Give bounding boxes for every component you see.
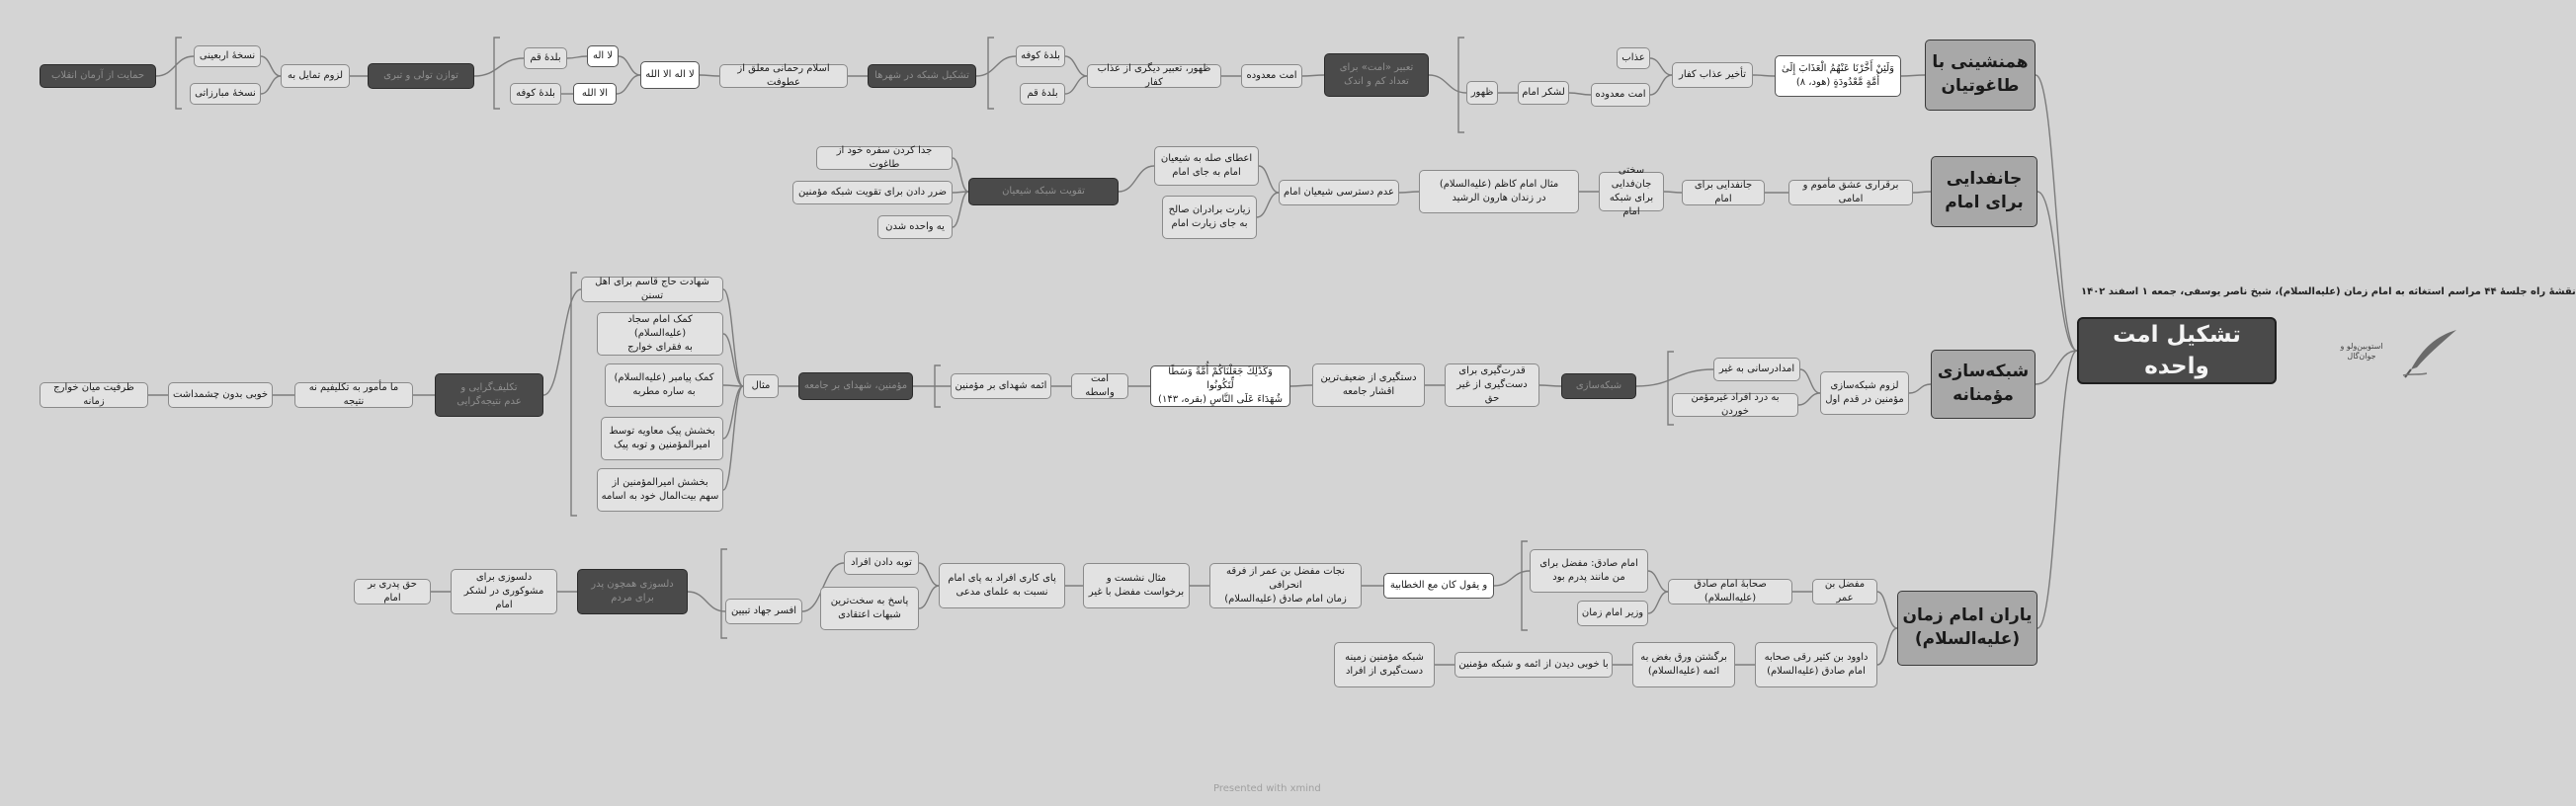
- mindmap-node-b1e[interactable]: لشکر امام: [1518, 81, 1569, 105]
- mindmap-node-b4l[interactable]: دلسوزی همچون پدر برای مردم: [577, 569, 688, 614]
- connector-b1n-b1p: [617, 75, 640, 94]
- footer-credit: Presented with xmind: [1213, 783, 1321, 794]
- bracket-0: [1458, 38, 1464, 132]
- connector-b1u-b1w: [156, 56, 194, 76]
- connector-b3a-b3b: [1800, 369, 1820, 393]
- mindmap-node-b1u[interactable]: نسخهٔ اربعینی: [194, 45, 261, 67]
- connector-b1g-b1h: [1302, 75, 1324, 76]
- mindmap-node-b3q[interactable]: تکلیف‌گرایی و عدم نتیجه‌گرایی: [435, 373, 543, 417]
- mindmap-node-b3f[interactable]: دستگیری از ضعیف‌ترین اقشار جامعه: [1312, 363, 1425, 407]
- central-topic[interactable]: تشکیل امت واحده: [2077, 317, 2277, 384]
- mindmap-node-b2c[interactable]: سختی جان‌فدایی برای شبکه امام: [1599, 172, 1664, 211]
- connector-b3a-b3c: [1798, 393, 1820, 405]
- connector-b3-b3a: [1909, 384, 1931, 393]
- connector-b3l-b3q: [543, 289, 581, 395]
- connector-b1q-b1s: [474, 58, 524, 76]
- mindmap-node-b1k[interactable]: بلدهٔ قم: [1020, 83, 1065, 105]
- mindmap-node-b1h[interactable]: امت معدوده: [1241, 64, 1302, 88]
- feather-logo-icon: [2397, 326, 2460, 381]
- mindmap-node-b1q[interactable]: بلدهٔ قم: [524, 47, 567, 69]
- mindmap-node-b1r[interactable]: بلدهٔ کوفه: [510, 83, 561, 105]
- mindmap-node-b1s[interactable]: توازن تولی و تبری: [368, 63, 474, 89]
- connector-b1a-b1b: [1753, 75, 1775, 76]
- mindmap-node-b3a[interactable]: لزوم شبکه‌سازی مؤمنین در قدم اول: [1820, 371, 1909, 415]
- mindmap-node-b2e[interactable]: عدم دسترسی شیعیان امام: [1279, 180, 1399, 205]
- mindmap-node-b3b[interactable]: امداد‌رسانی به غیر: [1713, 358, 1800, 381]
- mindmap-node-b3s[interactable]: خوبی بدون چشمداشت: [168, 382, 273, 408]
- mindmap-node-b1c[interactable]: عذاب: [1617, 47, 1650, 69]
- connector-b4-b4a: [1877, 592, 1897, 628]
- connector-b3k-b3o: [723, 386, 743, 439]
- connector-b2f-b2h: [1119, 166, 1154, 192]
- connector-b4k-b4l: [688, 592, 725, 611]
- mindmap-node-b3p[interactable]: بخشش امیرالمؤمنین از سهم بیت‌المال خود به اسامه: [597, 468, 723, 512]
- mindmap-node-b4[interactable]: یاران امام زمان (علیه‌السلام): [1897, 591, 2037, 666]
- connector-b1f-b1g: [1429, 75, 1466, 93]
- mindmap-node-b1[interactable]: همنشینی با طاغوتیان: [1925, 40, 2036, 111]
- mindmap-node-b2[interactable]: جانفدایی برای امام: [1931, 156, 2037, 227]
- connector-b1d-b1e: [1569, 93, 1591, 95]
- mindmap-node-b4b[interactable]: صحابهٔ امام صادق (علیه‌السلام): [1668, 579, 1792, 604]
- mindmap-node-b3[interactable]: شبکه‌سازی مؤمنانه: [1931, 350, 2036, 419]
- mindmap-node-b1w[interactable]: حمایت از آرمان انقلاب: [40, 64, 156, 88]
- mindmap-node-b2b[interactable]: جانفدایی برای امام: [1682, 180, 1765, 205]
- mindmap-node-b4m[interactable]: دلسوزی برای مشوکوری در لشکر امام: [451, 569, 557, 614]
- mindmap-node-b2d[interactable]: مثال امام کاظم (علیه‌السلام) در زندان هارون الرشید: [1419, 170, 1579, 213]
- mindmap-node-b4r[interactable]: شبکه مؤمنین زمینه دست‌گیری از افراد: [1334, 642, 1435, 687]
- connector-b1t-b1v: [261, 76, 281, 94]
- mindmap-node-b1m[interactable]: اسلام رحمانی معلق از عطوفت: [719, 64, 848, 88]
- mindmap-node-b2f[interactable]: اعطای صله به شیعیان امام به جای امام: [1154, 146, 1259, 186]
- mindmap-node-b3c[interactable]: به درد افراد غیرمؤمن خوردن: [1672, 393, 1798, 417]
- mindmap-node-b4h[interactable]: پای کاری افراد به پای امام نسبت به علمای مدعی: [939, 563, 1065, 608]
- connector-b1m-b1n: [700, 75, 719, 76]
- connector-b3d-b3e: [1539, 385, 1561, 386]
- connector-b3k-b3p: [723, 386, 743, 490]
- connector-b1o-b1q: [567, 56, 587, 58]
- connector-center-b1: [2036, 75, 2077, 351]
- logo-caption: استوبین‌ولو و جوان‌گال: [2340, 342, 2383, 362]
- mindmap-node-b1v[interactable]: نسخهٔ مبارزاتی: [190, 83, 261, 105]
- mindmap-node-b3e[interactable]: قدرت‌گیری برای دست‌گیری از غیر حق: [1445, 363, 1539, 407]
- connector-b3f-b3g: [1290, 385, 1312, 386]
- mindmap-node-b4a[interactable]: مفضل بن عمر: [1812, 579, 1877, 604]
- brand-logo: [2397, 326, 2460, 385]
- mindmap-node-b1l[interactable]: تشکیل شبکه در شهرها: [868, 64, 976, 88]
- connector-b2e-b2g: [1257, 193, 1279, 217]
- mindmap-node-b1j[interactable]: بلدهٔ کوفه: [1016, 45, 1065, 67]
- bracket-7: [721, 549, 727, 638]
- connector-b2h-b2i: [953, 158, 968, 192]
- mindmap-node-b2k[interactable]: یه واحده شدن: [877, 215, 953, 239]
- mindmap-node-b3k[interactable]: مثال: [743, 374, 779, 398]
- mindmap-node-b2i[interactable]: جدا کردن سفره خود از طاغوت: [816, 146, 953, 170]
- mindmap-node-b3l[interactable]: شهادت حاج قاسم برای اهل تسنن: [581, 277, 723, 302]
- mindmap-node-b1b[interactable]: تأخیر عذاب کفار: [1672, 62, 1753, 88]
- connector-b2d-b2e: [1399, 192, 1419, 193]
- mindmap-node-b1n[interactable]: لا اله الا الله: [640, 61, 700, 89]
- mindmap-node-b4o[interactable]: داوود بن کثیر رقی صحابه امام صادق (علیه‌السلام): [1755, 642, 1877, 687]
- mindmap-node-b3d[interactable]: شبکه‌سازی: [1561, 373, 1636, 399]
- mindmap-node-b1t[interactable]: لزوم تمایل به: [281, 64, 350, 88]
- connector-b4h-b4j: [919, 586, 939, 608]
- connector-b4b-b4d: [1648, 592, 1668, 613]
- mindmap-node-b4f[interactable]: نجات مفضل بن عمر از فرقه انحرافی زمان امام صادق (علیه‌السلام): [1209, 563, 1362, 608]
- mindmap-node-b1i[interactable]: ظهور، تعبیر دیگری از عذاب کفار: [1087, 64, 1221, 88]
- mindmap-node-b2j[interactable]: ضرر دادن برای تقویت شبکه مؤمنین: [792, 181, 953, 204]
- mindmap-node-b3j[interactable]: مؤمنین، شهدای بر جامعه: [798, 372, 913, 400]
- mindmap-node-b3o[interactable]: بخشش پیک معاویه توسط امیرالمؤمنین و توبه پیک: [601, 417, 723, 460]
- mindmap-node-b4q[interactable]: با خوبی دیدن از ائمه و شبکه مؤمنین: [1454, 652, 1613, 678]
- mindmap-node-b3m[interactable]: کمک امام سجاد (علیه‌السلام) به فقرای خوارج: [597, 312, 723, 356]
- mindmap-node-b3h[interactable]: امت واسطه: [1071, 373, 1128, 399]
- connector-b4b-b4c: [1648, 571, 1668, 592]
- bracket-3: [176, 38, 182, 109]
- mindmap-node-b4j[interactable]: پاسخ به سخت‌ترین شبهات اعتقادی: [820, 587, 919, 630]
- connector-b1t-b1u: [261, 56, 281, 76]
- connector-b1j-b1l: [976, 56, 1016, 76]
- connector-center-b4: [2037, 351, 2077, 628]
- connector-b3b-b3d: [1636, 369, 1713, 386]
- mindmap-node-b1a[interactable]: وَلَئِنْ أَخَّرْنَا عَنْهُمُ الْعَذَابَ إِلَىٰ أُمَّةٍ مَّعْدُودَةٍ (هود، ۸): [1775, 55, 1901, 97]
- connector-b4-b4o: [1877, 628, 1897, 665]
- mindmap-node-b4d[interactable]: وزیر امام زمان: [1577, 601, 1648, 626]
- mindmap-node-b4n[interactable]: حق پدری بر امام: [354, 579, 431, 604]
- connector-b1i-b1k: [1065, 76, 1087, 94]
- mindmap-node-b1f[interactable]: ظهور: [1466, 81, 1498, 105]
- connector-b1b-b1c: [1650, 58, 1672, 75]
- connector-b1n-b1o: [619, 56, 640, 75]
- mindmap-node-b4p[interactable]: برگشتن ورق بغض به ائمه (علیه‌السلام): [1632, 642, 1735, 687]
- connector-center-b2: [2037, 192, 2077, 351]
- connector-b3k-b3l: [723, 289, 743, 386]
- mindmap-node-b2a[interactable]: برقراری عشق مأموم و امامی: [1788, 180, 1913, 205]
- mindmap-node-b1p[interactable]: الا الله: [573, 83, 617, 105]
- mindmap-node-b3g[interactable]: وَكَذَٰلِكَ جَعَلْنَاكُمْ أُمَّةً وَسَطًا لِّتَكُونُوا شُهَدَاءَ عَلَى النَّاسِ (بقره، ۱۴۳): [1150, 365, 1290, 407]
- connector-b1i-b1j: [1065, 56, 1087, 76]
- connector-center-b3: [2036, 351, 2077, 384]
- connector-b2b-b2c: [1664, 192, 1682, 193]
- mindmap-node-b3t[interactable]: ظرفیت میان خوارج زمانه: [40, 382, 148, 408]
- mindmap-node-b1d[interactable]: امت معدوده: [1591, 83, 1650, 107]
- mindmap-node-b3r[interactable]: ما مأمور به تکلیفیم نه نتیجه: [294, 382, 413, 408]
- mindmap-node-b2g[interactable]: زیارت برادران صالح به جای زیارت امام: [1162, 196, 1257, 239]
- map-header-title: نقشهٔ راه جلسهٔ ۴۴ مراسم استغاثه به امام زمان (علیه‌السلام)، شیخ ناصر یوسفی، جمعه ۱ اسفند ۱۴۰۲: [2081, 286, 2576, 297]
- mindmap-node-b4e[interactable]: و یقول کان مع الخطابیة: [1383, 573, 1494, 599]
- connector-b2h-b2k: [953, 192, 968, 227]
- connector-b4c-b4e: [1494, 571, 1530, 586]
- mindmap-node-b2h[interactable]: تقویت شبکه شیعیان: [968, 178, 1119, 205]
- mindmap-node-b1g[interactable]: تعبیر «امت» برای تعداد کم و اندک: [1324, 53, 1429, 97]
- bracket-6: [571, 273, 577, 516]
- mindmap-node-b3i[interactable]: ائمه شهدای بر مؤمنین: [951, 373, 1051, 399]
- bracket-8: [1522, 541, 1528, 630]
- connector-b2-b2a: [1913, 192, 1931, 193]
- bracket-2: [494, 38, 500, 109]
- mindmap-node-b3n[interactable]: کمک پیامبر (علیه‌السلام) به ساره مطربه: [605, 363, 723, 407]
- connector-b1b-b1d: [1650, 75, 1672, 95]
- connector-b4h-b4i: [919, 563, 939, 586]
- connector-b1-b1a: [1901, 75, 1925, 76]
- mindmap-node-b4g[interactable]: مثال نشست و برخواست مفضل با غیر: [1083, 563, 1190, 608]
- connector-b2e-b2f: [1259, 166, 1279, 193]
- mindmap-node-b4k[interactable]: افسر جهاد تبیین: [725, 599, 802, 624]
- mindmap-node-b4c[interactable]: امام صادق: مفضل برای من مانند پدرم بود: [1530, 549, 1648, 593]
- mindmap-node-b4i[interactable]: توبه دادن افراد: [844, 551, 919, 575]
- mindmap-node-b1o[interactable]: لا اله: [587, 45, 619, 67]
